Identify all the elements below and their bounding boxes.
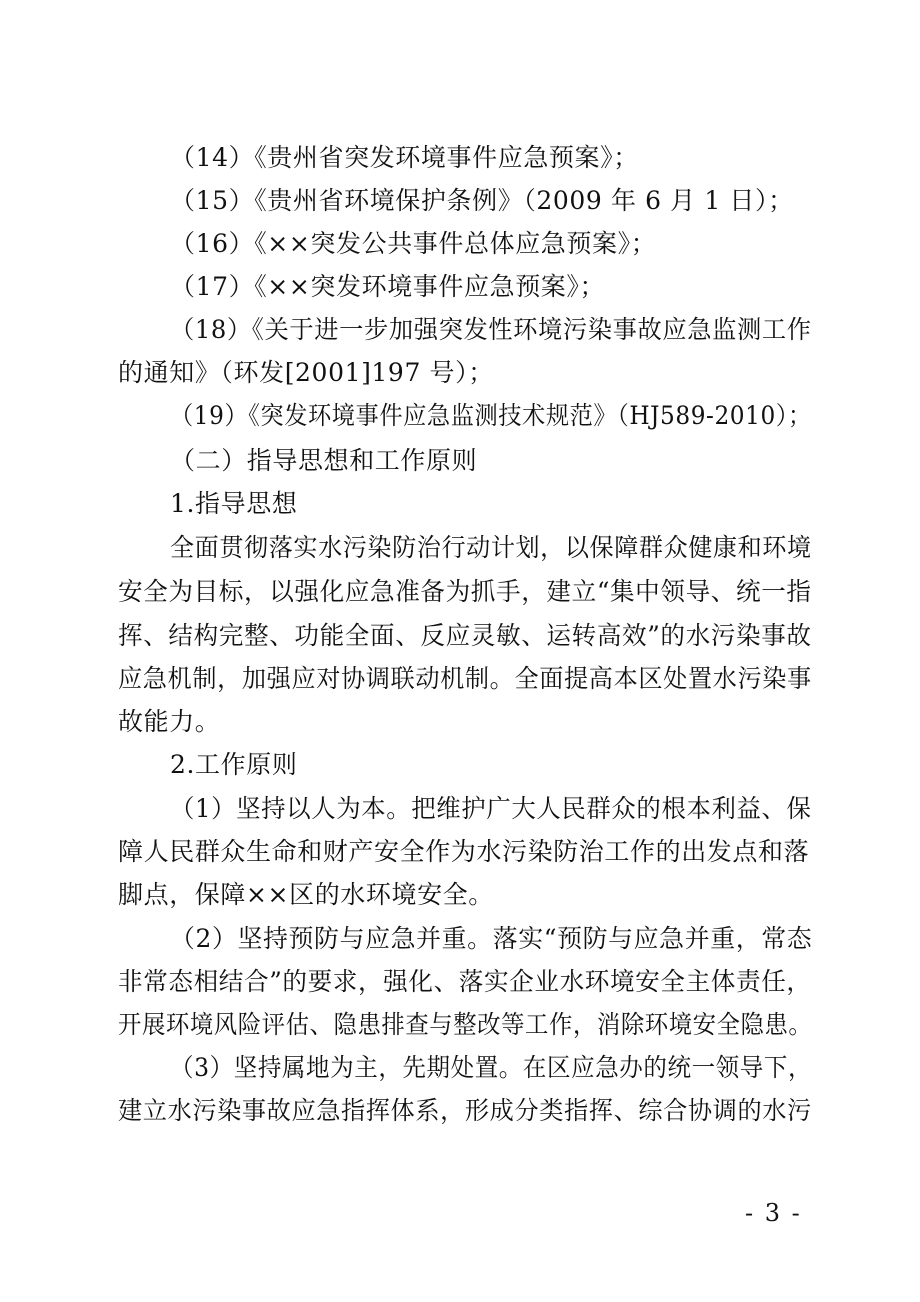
paragraph-line: （3）坚持属地为主，先期处置。在区应急办的统一领导下， xyxy=(170,1053,813,1082)
paragraph-line: 应急机制，加强应对协调联动机制。全面提高本区处置水污染事 xyxy=(118,664,812,693)
subsection-heading: 2.工作原则 xyxy=(170,750,298,779)
text-line: （17）《××突发环境事件应急预案》； xyxy=(170,272,606,301)
paragraph-line: 建立水污染事故应急指挥体系，形成分类指挥、综合协调的水污 xyxy=(118,1096,812,1125)
section-heading: （二）指导思想和工作原则 xyxy=(170,446,478,475)
paragraph-line: 脚点，保障××区的水环境安全。 xyxy=(118,880,494,909)
text-line: （19）《突发环境事件应急监测技术规范》（HJ589-2010）； xyxy=(170,401,812,430)
text-line: 的通知》（环发[2001]197 号）； xyxy=(118,358,494,387)
paragraph-line: （1）坚持以人为本。把维护广大人民群众的根本利益、保 xyxy=(170,794,812,823)
paragraph-line: 非常态相结合”的要求，强化、落实企业水环境安全主体责任， xyxy=(118,967,812,996)
paragraph-line: 故能力。 xyxy=(118,707,221,736)
paragraph-line: 障人民群众生命和财产安全作为水污染防治工作的出发点和落 xyxy=(118,837,810,866)
text-line: （18）《关于进一步加强突发性环境污染事故应急监测工作 xyxy=(170,315,812,344)
page-number: - 3 - xyxy=(745,1199,802,1227)
text-line: （15）《贵州省环境保护条例》（2009 年 6 月 1 日）； xyxy=(170,186,794,215)
subsection-heading: 1.指导思想 xyxy=(170,489,298,518)
paragraph-line: （2）坚持预防与应急并重。落实“预防与应急并重，常态 xyxy=(170,924,813,953)
text-line: （16）《××突发公共事件总体应急预案》； xyxy=(170,229,657,258)
text-line: （14）《贵州省突发环境事件应急预案》； xyxy=(170,143,639,172)
paragraph-line: 全面贯彻落实水污染防治行动计划，以保障群众健康和环境 xyxy=(170,533,812,562)
paragraph-line: 开展环境风险评估、隐患排查与整改等工作，消除环境安全隐患。 xyxy=(118,1010,813,1039)
paragraph-line: 挥、结构完整、功能全面、反应灵敏、运转高效”的水污染事故 xyxy=(118,621,812,650)
paragraph-line: 安全为目标，以强化应急准备为抓手，建立“集中领导、统一指 xyxy=(118,577,812,606)
